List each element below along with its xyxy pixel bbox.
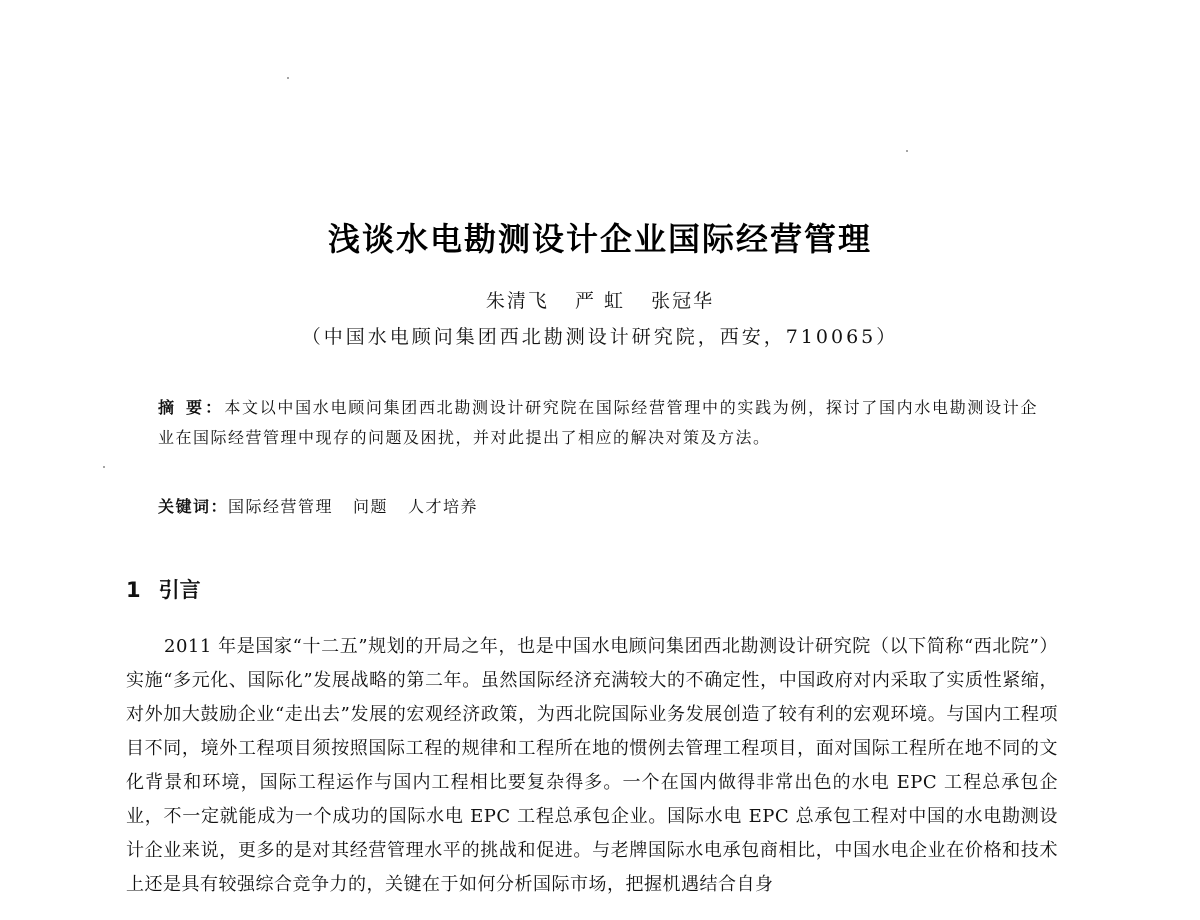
abstract-text: 本文以中国水电顾问集团西北勘测设计研究院在国际经营管理中的实践为例，探讨了国内水电勘测设计企业在国际经营管理中现存的问题及困扰，并对此提出了相应的解决对策及方法。 — [158, 398, 1038, 447]
author-name: 朱清飞 — [485, 290, 549, 312]
body-paragraph: 2011 年是国家“十二五”规划的开局之年，也是中国水电顾问集团西北勘测设计研究院（以下简称“西北院”）实施“多元化、国际化”发展战略的第二年。虽然国际经济充满较大的不确定性，中国政府对内采取了实质性紧缩，对外加大鼓励企业“走出去”发展的宏观经济政策，为西北院国际业务发展创造了较有利的宏观环境。与国内工程项目不同，境外工程项目须按照国际工程的规律和工程所在地的惯例去管理工程项目，面对国际工程所在地不同的文化背景和环境，国际工程运作与国内工程相比要复杂得多。一个在国内做得非常出色的水电 EPC 工程总承包企业，不一定就能成为一个成功的国际水电 EPC 工程总承包企业。国际水电 EPC 总承包工程对中国的水电勘测设计企业来说，更多的是对其经营管理水平的挑战和促进。与老牌国际水电承包商相比，中国水电企业在价格和技术上还是具有较强综合竞争力的，关键在于如何分析国际市场，把握机遇结合自身 — [126, 636, 1058, 895]
section-number: 1 — [126, 578, 141, 602]
author-name: 张冠华 — [651, 290, 715, 312]
scan-speck — [906, 150, 908, 152]
abstract — [158, 393, 1038, 453]
author-list — [0, 286, 1200, 313]
section-heading — [126, 574, 201, 604]
scan-speck — [103, 466, 105, 468]
paper-title: 浅谈水电勘测设计企业国际经营管理 — [327, 220, 872, 258]
keywords — [158, 493, 1038, 521]
keyword: 问题 — [353, 497, 389, 516]
section-title: 引言 — [158, 578, 201, 602]
author-name: 严 虹 — [574, 290, 626, 312]
author-affiliation: （中国水电顾问集团西北勘测设计研究院，西安，710065） — [301, 326, 899, 348]
keywords-label: 关键词： — [158, 497, 229, 516]
abstract-label: 摘 要： — [158, 398, 225, 417]
scan-speck — [287, 77, 289, 79]
keyword: 国际经营管理 — [228, 497, 334, 516]
keyword: 人才培养 — [408, 497, 479, 516]
